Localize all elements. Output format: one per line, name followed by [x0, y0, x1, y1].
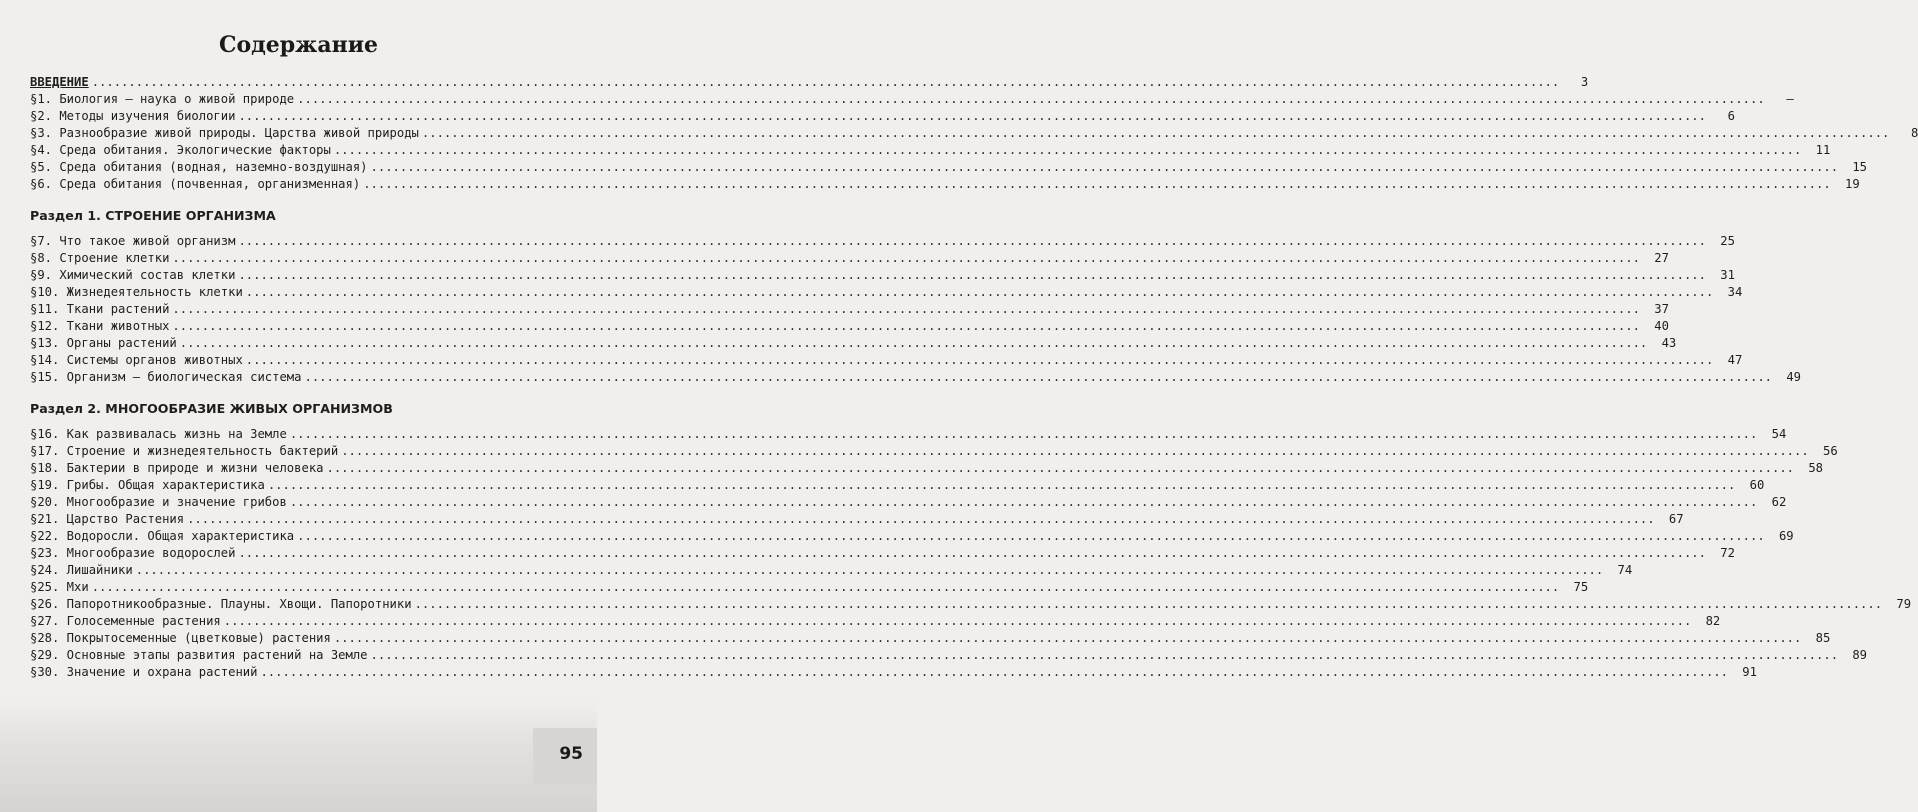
toc-entry-page: 69	[1778, 529, 1794, 543]
dot-leader: ........................................................................................................................................................................................................	[333, 143, 1802, 157]
toc-entry	[30, 267, 1735, 284]
toc-entry	[30, 318, 1669, 335]
toc-entry-page: 89	[1852, 648, 1868, 662]
toc-entry-page: 31	[1720, 268, 1735, 282]
toc-entry-page: 11	[1815, 143, 1831, 157]
page-number: 95	[559, 744, 583, 764]
toc-entry-label: §27. Голосеменные растения	[30, 614, 221, 628]
dot-leader: ........................................................................................................................................................................................................	[297, 92, 1765, 106]
toc-entry	[30, 443, 1838, 460]
toc-entry	[30, 494, 1787, 511]
dot-leader: ........................................................................................................................................................................................................	[238, 268, 1706, 282]
toc-entry	[30, 528, 1794, 545]
toc-entry-label: §11. Ткани растений	[30, 302, 170, 316]
dot-leader: ........................................................................................................................................................................................................	[267, 478, 1736, 492]
dot-leader: ........................................................................................................................................................................................................	[245, 285, 1714, 299]
page-title: Содержание	[218, 32, 379, 58]
toc-entry	[30, 613, 1721, 630]
dot-leader: ........................................................................................................................................................................................................	[223, 614, 1692, 628]
dot-leader: ........................................................................................................................................................................................................	[260, 665, 1728, 679]
toc-entry-page: 74	[1617, 563, 1633, 577]
toc-entry-label: §14. Системы органов животных	[30, 353, 243, 367]
toc-entry-label: §13. Органы растений	[30, 336, 177, 350]
toc-entry-page: 19	[1845, 177, 1860, 191]
section-2-list	[30, 426, 1912, 681]
toc-entry	[30, 664, 1757, 681]
toc-entry-page: 58	[1808, 461, 1823, 475]
table-of-contents	[30, 74, 1918, 681]
toc-entry-label: §18. Бактерии в природе и жизни человека	[30, 461, 324, 475]
toc-entry-page: 43	[1661, 336, 1677, 350]
toc-entry	[30, 596, 1912, 613]
dot-leader: ........................................................................................................................................................................................................	[238, 109, 1706, 123]
toc-entry-label: §23. Многообразие водорослей	[30, 546, 236, 560]
dot-leader: ........................................................................................................................................................................................................	[289, 427, 1758, 441]
toc-entry-page: 75	[1573, 580, 1589, 594]
toc-entry	[30, 630, 1831, 647]
toc-entry-page: 40	[1654, 319, 1669, 333]
toc-entry	[30, 579, 1589, 596]
toc-entry	[30, 647, 1868, 664]
dot-leader: ........................................................................................................................................................................................................	[341, 444, 1809, 458]
dot-leader: ........................................................................................................................................................................................................	[135, 563, 1604, 577]
dot-leader: ........................................................................................................................................................................................................	[370, 648, 1839, 662]
toc-entry	[30, 369, 1801, 386]
toc-entry	[30, 511, 1684, 528]
toc-entry-label: §4. Среда обитания. Экологические факторы	[30, 143, 331, 157]
toc-entry-page: 3	[1580, 75, 1589, 89]
toc-entry-page: 37	[1654, 302, 1669, 316]
intro-list	[30, 74, 1918, 193]
toc-entry	[30, 562, 1633, 579]
toc-entry-page: 47	[1727, 353, 1743, 367]
toc-entry	[30, 176, 1860, 193]
toc-entry	[30, 335, 1677, 352]
toc-entry-label: §1. Биология — наука о живой природе	[30, 92, 295, 106]
dot-leader: ........................................................................................................................................................................................................	[187, 512, 1655, 526]
toc-entry-page: 72	[1720, 546, 1735, 560]
toc-entry-page: 54	[1771, 427, 1787, 441]
toc-entry-page: 56	[1823, 444, 1838, 458]
toc-entry-label: §28. Покрытосеменные (цветковые) растения	[30, 631, 331, 645]
toc-entry-page: 62	[1771, 495, 1787, 509]
toc-entry-label: §10. Жизнедеятельность клетки	[30, 285, 243, 299]
toc-entry-label: §30. Значение и охрана растений	[30, 665, 258, 679]
dot-leader: ........................................................................................................................................................................................................	[172, 319, 1640, 333]
toc-entry	[30, 301, 1669, 318]
dot-leader: ........................................................................................................................................................................................................	[172, 251, 1640, 265]
toc-entry-label: §26. Папоротникообразные. Плауны. Хвощи. Папоротники	[30, 597, 412, 611]
toc-entry-label: §5. Среда обитания (водная, наземно-воздушная)	[30, 160, 368, 174]
toc-entry	[30, 233, 1735, 250]
toc-entry-page: 49	[1786, 370, 1801, 384]
dot-leader: ........................................................................................................................................................................................................	[238, 546, 1706, 560]
toc-entry-label: ВВЕДЕНИЕ	[30, 75, 89, 89]
toc-entry-label: §29. Основные этапы развития растений на Земле	[30, 648, 368, 662]
dot-leader: ........................................................................................................................................................................................................	[326, 461, 1794, 475]
toc-entry-label: §3. Разнообразие живой природы. Царства живой природы	[30, 126, 419, 140]
toc-entry	[30, 545, 1735, 562]
toc-entry-page: 15	[1852, 160, 1868, 174]
toc-entry	[30, 460, 1823, 477]
toc-entry-label: §19. Грибы. Общая характеристика	[30, 478, 265, 492]
toc-entry-page: 6	[1727, 109, 1735, 123]
dot-leader: ........................................................................................................................................................................................................	[179, 336, 1648, 350]
toc-entry-label: §20. Многообразие и значение грибов	[30, 495, 287, 509]
dot-leader: ........................................................................................................................................................................................................	[333, 631, 1802, 645]
dot-leader: ........................................................................................................................................................................................................	[363, 177, 1831, 191]
toc-entry-label: §15. Организм — биологическая система	[30, 370, 302, 384]
dot-leader: ........................................................................................................................................................................................................	[91, 75, 1560, 89]
toc-entry-label: §16. Как развивалась жизнь на Земле	[30, 427, 287, 441]
dot-leader: ........................................................................................................................................................................................................	[245, 353, 1714, 367]
section-1-heading: Раздел 1. СТРОЕНИЕ ОРГАНИЗМА	[30, 208, 276, 223]
toc-entry-label: §24. Лишайники	[30, 563, 133, 577]
section-1-list	[30, 233, 1801, 386]
toc-entry-label: §21. Царство Растения	[30, 512, 185, 526]
toc-entry-label: §8. Строение клетки	[30, 251, 170, 265]
toc-entry	[30, 125, 1918, 142]
dot-leader: ........................................................................................................................................................................................................	[172, 302, 1640, 316]
toc-entry	[30, 74, 1589, 91]
toc-entry	[30, 250, 1669, 267]
toc-entry-page: 8	[1911, 126, 1918, 140]
toc-entry-page: 85	[1815, 631, 1831, 645]
toc-entry-page: 67	[1668, 512, 1684, 526]
dot-leader: ........................................................................................................................................................................................................	[297, 529, 1765, 543]
toc-entry-page: 25	[1720, 234, 1735, 248]
toc-entry-label: §12. Ткани животных	[30, 319, 170, 333]
toc-entry-page: 91	[1742, 665, 1757, 679]
toc-entry-page: 60	[1749, 478, 1765, 492]
dot-leader: ........................................................................................................................................................................................................	[414, 597, 1883, 611]
toc-entry	[30, 159, 1868, 176]
toc-entry	[30, 477, 1765, 494]
toc-entry	[30, 142, 1831, 159]
dot-leader: ........................................................................................................................................................................................................	[370, 160, 1839, 174]
toc-entry-page: 82	[1705, 614, 1721, 628]
toc-entry	[30, 284, 1743, 301]
toc-entry-label: §2. Методы изучения биологии	[30, 109, 236, 123]
dot-leader: ........................................................................................................................................................................................................	[91, 580, 1560, 594]
toc-entry-label: §9. Химический состав клетки	[30, 268, 236, 282]
toc-entry-page: 79	[1896, 597, 1912, 611]
dot-leader: ........................................................................................................................................................................................................	[289, 495, 1758, 509]
toc-entry	[30, 108, 1735, 125]
section-2-heading: Раздел 2. МНОГООБРАЗИЕ ЖИВЫХ ОРГАНИЗМОВ	[30, 401, 393, 416]
toc-entry	[30, 426, 1787, 443]
toc-entry	[30, 352, 1743, 369]
toc-entry-label: §25. Мхи	[30, 580, 89, 594]
page-bottom-shadow	[0, 700, 597, 812]
dot-leader: ........................................................................................................................................................................................................	[421, 126, 1890, 140]
toc-entry-label: §17. Строение и жизнедеятельность бактерий	[30, 444, 339, 458]
toc-entry-page: 34	[1727, 285, 1743, 299]
toc-entry	[30, 91, 1794, 108]
toc-entry-page: 27	[1654, 251, 1669, 265]
dot-leader: ........................................................................................................................................................................................................	[304, 370, 1772, 384]
toc-entry-page: —	[1786, 92, 1794, 106]
dot-leader: ........................................................................................................................................................................................................	[238, 234, 1706, 248]
toc-entry-label: §6. Среда обитания (почвенная, организменная)	[30, 177, 361, 191]
toc-entry-label: §7. Что такое живой организм	[30, 234, 236, 248]
toc-entry-label: §22. Водоросли. Общая характеристика	[30, 529, 295, 543]
